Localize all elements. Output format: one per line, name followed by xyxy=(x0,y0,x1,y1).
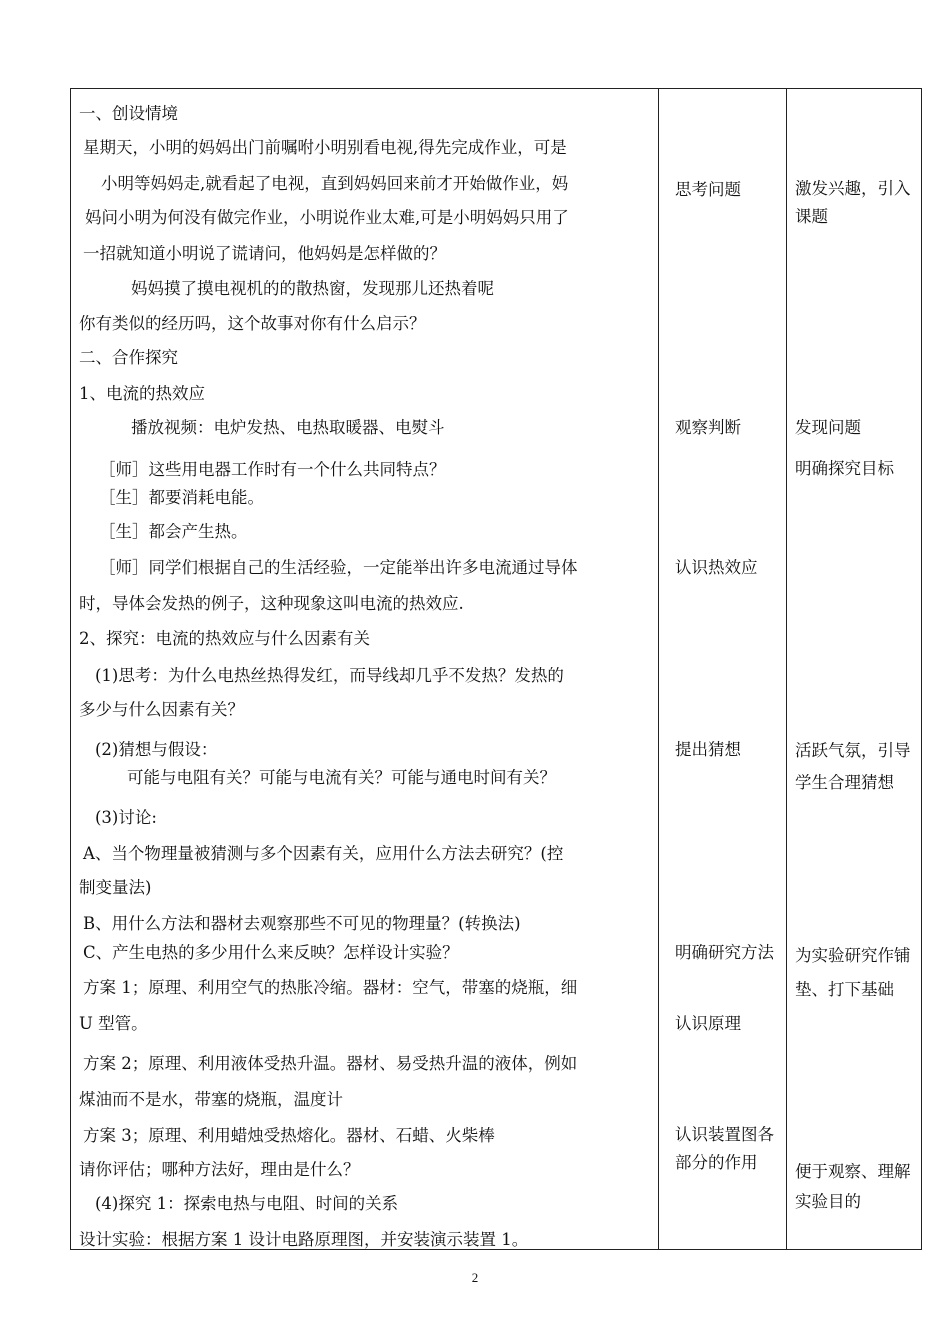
content-line: 制变量法) xyxy=(79,878,152,897)
student-activity: 提出猜想 xyxy=(675,740,741,759)
content-line: A、当个物理量被猜测与多个因素有关，应用什么方法去研究？(控 xyxy=(83,844,564,863)
student-activity-cell xyxy=(659,89,787,1250)
content-line: ［师］这些用电器工作时有一个什么共同特点？ xyxy=(99,460,446,479)
content-line: 妈妈摸了摸电视机的的散热窗，发现那儿还热着呢 xyxy=(131,279,494,298)
content-line: (2)猜想与假设： xyxy=(95,740,218,759)
content-line: 时，导体会发热的例子，这种现象这叫电流的热效应. xyxy=(79,594,464,613)
student-activity: 明确研究方法 xyxy=(675,943,774,962)
content-line: 可能与电阻有关？可能与电流有关？可能与通电时间有关？ xyxy=(127,768,556,787)
student-activity: 观察判断 xyxy=(675,418,741,437)
content-line: 你有类似的经历吗，这个故事对你有什么启示？ xyxy=(79,314,426,333)
teaching-content-cell xyxy=(71,89,659,1250)
content-line: 方案 3；原理、利用蜡烛受热熔化。器材、石蜡、火柴棒 xyxy=(83,1126,495,1145)
content-line: 方案 1；原理、利用空气的热胀冷缩。器材：空气，带塞的烧瓶，细 xyxy=(83,978,578,997)
content-line: 一招就知道小明说了谎请问，他妈妈是怎样做的？ xyxy=(83,244,446,263)
content-line: 煤油而不是水，带塞的烧瓶，温度计 xyxy=(79,1090,343,1109)
design-intent: 明确探究目标 xyxy=(795,459,894,478)
content-line: (1)思考：为什么电热丝热得发红，而导线却几乎不发热？发热的 xyxy=(95,666,564,685)
lesson-plan-table xyxy=(70,88,922,1250)
content-line: 1、电流的热效应 xyxy=(79,384,205,403)
content-line: 方案 2；原理、利用液体受热升温。器材、易受热升温的液体，例如 xyxy=(83,1054,578,1073)
content-line: 设计实验：根据方案 1 设计电路原理图，并安装演示装置 1。 xyxy=(79,1230,529,1249)
student-activity: 认识装置图各部分的作用 xyxy=(675,1125,774,1172)
content-line: ［师］同学们根据自己的生活经验，一定能举出许多电流通过导体 xyxy=(99,558,578,577)
content-line: 一、创设情境 xyxy=(79,104,178,123)
content-line: ［生］都会产生热。 xyxy=(99,522,248,541)
content-line: 二、合作探究 xyxy=(79,348,178,367)
content-line: 播放视频：电炉发热、电热取暖器、电熨斗 xyxy=(131,418,445,437)
student-activity: 认识热效应 xyxy=(675,558,758,577)
student-activity: 思考问题 xyxy=(675,180,741,199)
content-line: 星期天，小明的妈妈出门前嘱咐小明别看电视,得先完成作业，可是 xyxy=(83,138,567,157)
design-intent: 发现问题 xyxy=(795,418,861,437)
student-activity: 认识原理 xyxy=(675,1014,741,1033)
content-line: U 型管。 xyxy=(79,1014,148,1033)
content-line: 小明等妈妈走,就看起了电视，直到妈妈回来前才开始做作业，妈 xyxy=(101,174,569,193)
content-line: 2、探究：电流的热效应与什么因素有关 xyxy=(79,629,370,648)
content-line: (3)讨论: xyxy=(95,808,157,827)
design-intent: 便于观察、理解实验目的 xyxy=(795,1162,911,1211)
page-number: 2 xyxy=(471,1270,479,1285)
content-line: B、用什么方法和器材去观察那些不可见的物理量？(转换法) xyxy=(83,914,521,933)
content-line: 多少与什么因素有关？ xyxy=(79,700,244,719)
content-line: 妈问小明为何没有做完作业，小明说作业太难,可是小明妈妈只用了 xyxy=(85,208,569,227)
design-intent: 为实验研究作铺垫、打下基础 xyxy=(795,946,911,999)
design-intent: 激发兴趣，引入课题 xyxy=(795,179,911,226)
content-line: 请你评估；哪种方法好，理由是什么？ xyxy=(79,1160,360,1179)
content-line: C、产生电热的多少用什么来反映？怎样设计实验？ xyxy=(83,943,459,962)
content-line: (4)探究 1：探索电热与电阻、时间的关系 xyxy=(95,1194,399,1213)
design-intent: 活跃气氛，引导学生合理猜想 xyxy=(795,741,911,792)
content-line: ［生］都要消耗电能。 xyxy=(99,488,264,507)
design-intent-cell xyxy=(787,89,922,1250)
